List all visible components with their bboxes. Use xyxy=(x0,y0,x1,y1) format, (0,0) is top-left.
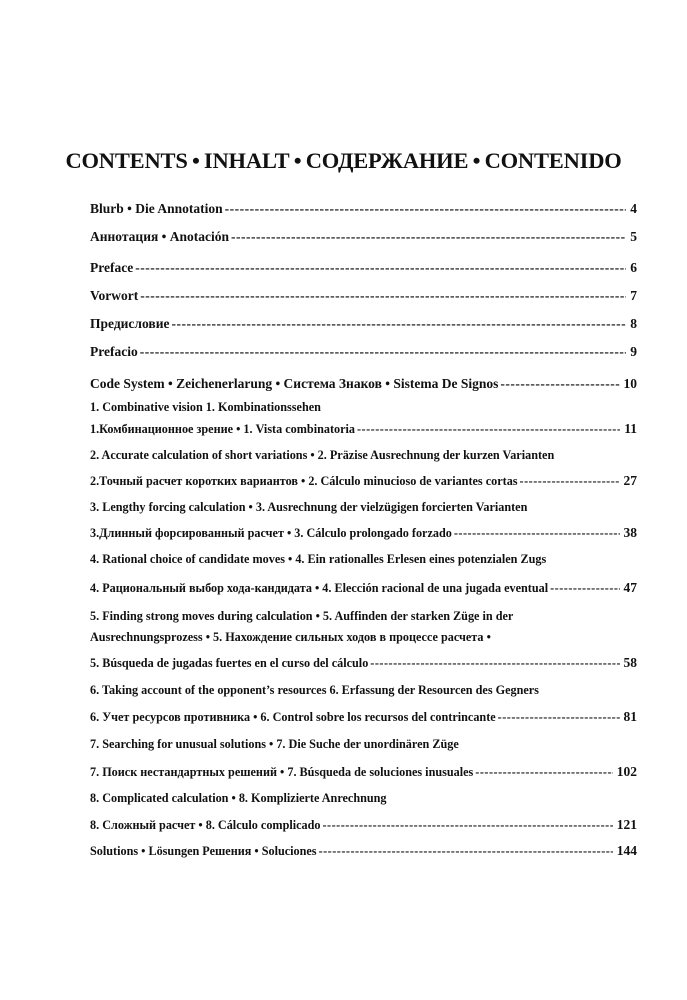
toc-entry-title: Vorwort xyxy=(90,288,139,303)
dash-leader xyxy=(231,228,626,246)
dash-leader xyxy=(171,315,626,333)
toc-entry-title: 1. Combinative vision 1. Kombinationssehen xyxy=(90,400,321,414)
dash-leader xyxy=(475,763,612,781)
toc-entry-page-number: 144 xyxy=(616,843,637,858)
toc-entry-title: 3. Lengthy forcing calculation • 3. Ausrechnung der vielzügigen forcierten Varianten xyxy=(90,500,528,514)
toc-entry xyxy=(90,287,637,305)
toc-entry-page-number: 11 xyxy=(624,421,637,436)
toc-entry xyxy=(90,628,637,646)
toc-entry xyxy=(90,842,637,860)
toc-entry-page-number: 7 xyxy=(630,288,637,303)
toc-entry-page-number: 121 xyxy=(616,817,637,832)
toc-entry xyxy=(90,654,637,672)
dash-leader xyxy=(135,259,626,277)
toc-entry-title: 5. Búsqueda de jugadas fuertes en el curso del cálculo xyxy=(90,656,369,670)
toc-entry-title: 5. Finding strong moves during calculation • 5. Auffinden der starken Züge in der xyxy=(90,609,514,623)
toc-entry xyxy=(90,550,637,568)
toc-entry xyxy=(90,398,637,416)
toc-entry-title: Preface xyxy=(90,260,134,275)
toc-entry-title: 6. Учет ресурсов противника • 6. Control sobre los recursos del contrincante xyxy=(90,710,496,724)
dash-leader xyxy=(319,842,613,860)
toc-entry xyxy=(90,375,637,393)
toc-entry-title: 7. Searching for unusual solutions • 7. Die Suche der unordinären Züge xyxy=(90,737,459,751)
toc-entry-title: 8. Complicated calculation • 8. Komplizierte Anrechnung xyxy=(90,791,387,805)
toc-entry-page-number: 4 xyxy=(630,201,637,216)
dash-leader xyxy=(500,375,619,393)
toc-entry xyxy=(90,524,637,542)
toc-entry xyxy=(90,579,637,597)
toc-entry-title: 7. Поиск нестандартных решений • 7. Búsqueda de soluciones inusuales xyxy=(90,765,474,779)
toc-entry-title: Solutions • Lösungen Решения • Soluciones xyxy=(90,844,317,858)
page-title: CONTENTS • INHALT • СОДЕРЖАНИЕ • CONTENIDO xyxy=(65,148,622,173)
toc-entry xyxy=(90,259,637,277)
toc-entry-page-number: 9 xyxy=(630,344,637,359)
toc-entry xyxy=(90,420,637,438)
toc-entry xyxy=(90,763,637,781)
toc-entry xyxy=(90,343,637,361)
dash-leader xyxy=(323,816,613,834)
dash-leader xyxy=(357,420,620,438)
toc-entry-title: 1.Комбинационное зрение • 1. Vista combinatoria xyxy=(90,422,355,436)
toc-entry-title: 4. Rational choice of candidate moves • 4. Ein rationalles Erlesen eines potenzialen Zugs xyxy=(90,552,547,566)
toc-entry-page-number: 5 xyxy=(630,229,637,244)
toc-entry xyxy=(90,315,637,333)
toc-entry-title: Аннотация • Anotación xyxy=(90,229,230,244)
dash-leader xyxy=(370,654,619,672)
toc-entry xyxy=(90,498,637,516)
toc-entry-title: Prefacio xyxy=(90,344,138,359)
toc-entry-page-number: 102 xyxy=(616,764,637,779)
toc-entry xyxy=(90,446,637,464)
toc-entry-page-number: 27 xyxy=(623,473,637,488)
dash-leader xyxy=(140,343,627,361)
dash-leader xyxy=(140,287,626,305)
toc-entry xyxy=(90,607,637,625)
toc-entry-page-number: 81 xyxy=(623,709,637,724)
toc-entry xyxy=(90,681,637,699)
dash-leader xyxy=(550,579,619,597)
toc-entry-title: Предисловие xyxy=(90,316,170,331)
toc-entry-title: 6. Taking account of the opponent’s resources 6. Erfassung der Resourcen des Gegners xyxy=(90,683,539,697)
toc-entry-page-number: 8 xyxy=(630,316,637,331)
dash-leader xyxy=(520,472,620,490)
toc-entry-title: 3.Длинный форсированный расчет • 3. Cálculo prolongado forzado xyxy=(90,526,452,540)
toc-entry xyxy=(90,228,637,246)
dash-leader xyxy=(498,708,620,726)
toc-entry-page-number: 58 xyxy=(623,655,637,670)
dash-leader xyxy=(454,524,620,542)
dash-leader xyxy=(225,200,627,218)
toc-entry xyxy=(90,789,637,807)
toc-entry-title: 2. Accurate calculation of short variations • 2. Präzise Ausrechnung der kurzen Varianten xyxy=(90,448,555,462)
toc-entry xyxy=(90,735,637,753)
toc-entry xyxy=(90,200,637,218)
toc-entry-page-number: 38 xyxy=(623,525,637,540)
toc-entry xyxy=(90,472,637,490)
toc-entry xyxy=(90,708,637,726)
toc-entry xyxy=(90,816,637,834)
toc-entry-title: Ausrechnungsprozess • 5. Нахождение сильных ходов в процессе расчета • xyxy=(90,630,491,644)
toc-entry-title: 8. Сложный расчет • 8. Cálculo complicado xyxy=(90,818,321,832)
toc-entry-title: 2.Точный расчет коротких вариантов • 2. Cálculo minucioso de variantes cortas xyxy=(90,474,518,488)
toc-entry-title: 4. Рациональный выбор хода-кандидата • 4. Elección racional de una jugada eventual xyxy=(90,581,549,595)
toc-entry-page-number: 47 xyxy=(623,580,637,595)
toc-entry-page-number: 6 xyxy=(630,260,637,275)
toc-entry-page-number: 10 xyxy=(623,376,637,391)
toc-entry-title: Blurb • Die Annotation xyxy=(90,201,223,216)
toc-entry-title: Code System • Zeichenerlarung • Система Знаков • Sistema De Signos xyxy=(90,376,499,391)
